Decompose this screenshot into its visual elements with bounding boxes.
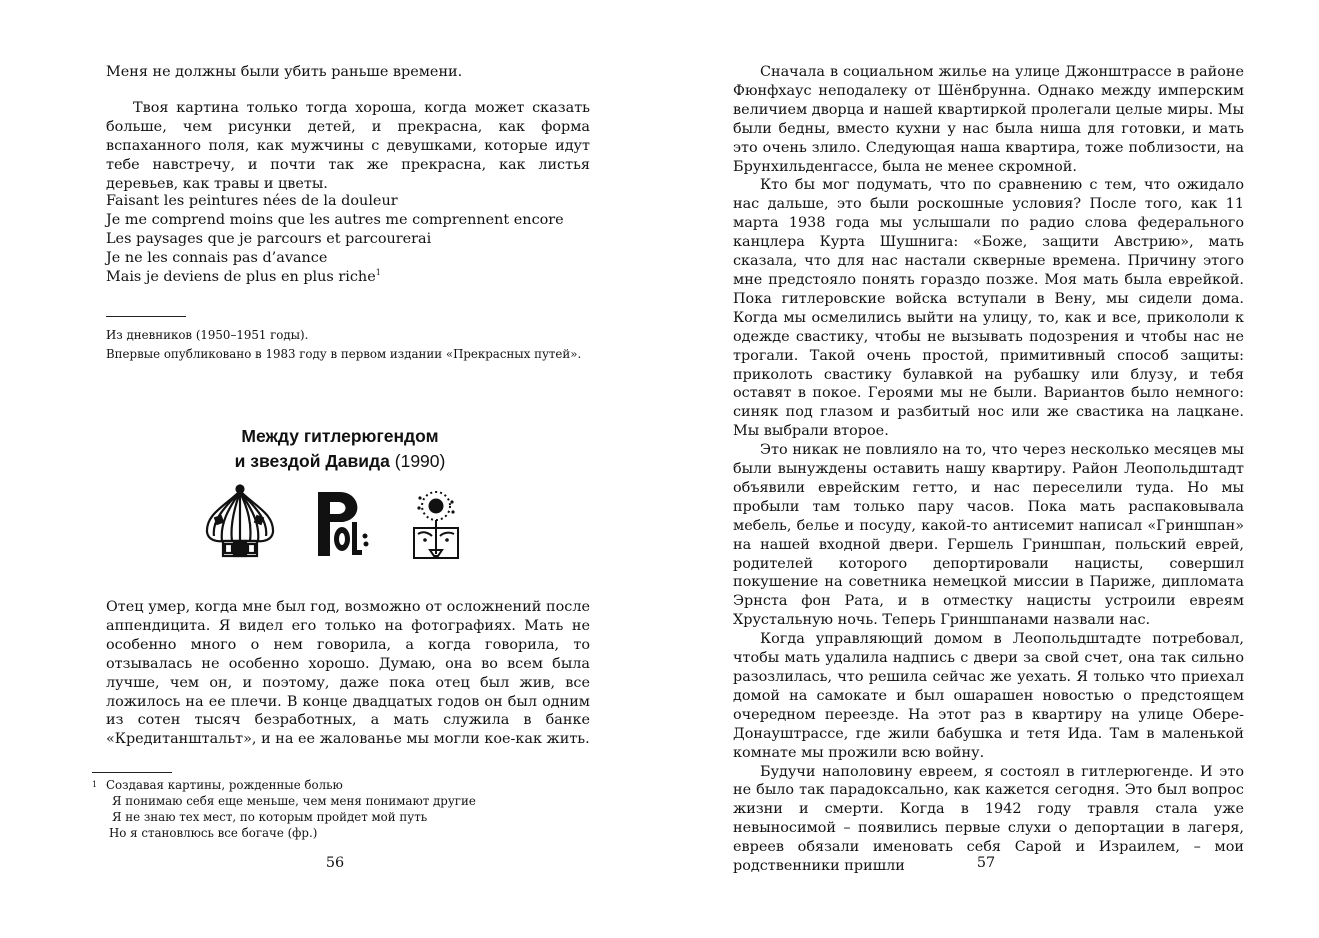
diary-paragraph (106, 99, 590, 194)
body-paragraph: Кто бы мог подумать, что по сравнению с тем, что ожидало нас дальше, это были роскошные условия? После того, как 11 марта 1938 года мы услышали по радио слова федерального канцлера Курта Шушнига: «Боже, защити Австрию», мать сказала, что для нас настали скверные времена. Причину этого мне предстояло понять гораздо позже. Моя мать была еврейкой. Пока гитлеровские войска вступали в Вену, мы сидели дома. Когда мы осмелились выйти на улицу, то, как и все, прикололи к одежде свастику, чтобы не вызывать подозрения и чтобы нас не трогали. Такой очень простой, примитивный способ защиты: приколоть свастику булавкой на рубашку или блузу, и тебя оставят в покое. Героями мы не были. Вариантов было немного: синяк под глазом и разбитый нос или же свастика на лацкане. Мы выбрали второе. (733, 177, 1244, 440)
footnote-line: Создавая картины, рожденные болью (106, 778, 343, 792)
source-note: Из дневников (1950–1951 годы). (106, 328, 309, 342)
footnote-line-last (106, 825, 476, 841)
chapter-title-line-1: Между гитлерюгендом (241, 426, 439, 446)
onion-dome-icon (207, 486, 273, 557)
footnote-number: 1 (92, 780, 98, 789)
chapter-title (160, 424, 520, 474)
source-note: Впервые опубликовано в 1983 году в первом издании «Прекрасных путей». (106, 347, 582, 361)
right-page-body (733, 63, 1244, 876)
chapter-title-line-2 (160, 449, 520, 474)
sun-face-icon (414, 492, 458, 558)
french-poem (106, 192, 564, 287)
poem-line: Je ne les connais pas d’avance (106, 250, 328, 266)
ornaments-svg (200, 484, 480, 564)
chapter-title-text: и звездой Давида (234, 451, 390, 471)
body-paragraph: Когда управляющий домом в Леопольдштадте потребовал, чтобы мать удалила надпись с двери за свой счет, она так сильно разозлилась, что решила сейчас же уехать. Я только что приехал домой на самокате и был ошарашен новостью о предстоящем очередном переезде. На этот раз в квартиру на улице Обере-Донауштрассе, где жили бабушка и тетя Ида. Там в маленькой комнате мы прожили всю войну. (733, 631, 1244, 761)
chapter-year: (1990) (394, 451, 446, 471)
chapter-ornaments (200, 484, 480, 564)
footnote-line-text: Но я становлюсь все богаче (109, 826, 284, 840)
poem-line-last (106, 268, 564, 287)
chapter-opening-paragraph: Отец умер, когда мне был год, возможно от осложнений после аппендицита. Я видел его только на фотографиях. Мать не особенно много о нем говорила, а когда говорила, то отзывалась не особенно хорошо. Думаю, она во всем была лучше, чем он, и поэтому, даже пока отец был жив, все ложилось на ее плечи. В конце двадцатых годов он был одним из сотен тысяч безработных, а мать служила в банке «Кредитанштальт», и на ее жалованье мы могли кое-как жить. (106, 599, 590, 748)
right-page (660, 0, 1319, 938)
footnote-divider (92, 772, 172, 773)
page-number-right: 57 (976, 855, 996, 871)
footnote-marker[interactable]: 1 (375, 268, 381, 278)
poem-line: Faisant les peintures nées de la douleur (106, 193, 398, 209)
notes-divider (106, 316, 186, 317)
diary-paragraph-text: Твоя картина только тогда хороша, когда может сказать больше, чем рисунки детей, и прекрасна, как форма вспаханного поля, как мужчины с девушками, которые идут тебе навстречу, и почти так же прекрасна, как листья деревьев, как травы и цветы. (106, 100, 590, 192)
body-paragraph: Это никак не повлияло на то, что через несколько месяцев мы были вынуждены оставить нашу квартиру. Район Леопольдштадт объявили еврейским гетто, и нас переселили туда. Но мы пробыли там только пару часов. Пока мать распаковывала мебель, белье и посуду, какой-то антисемит написал «Гриншпан» на нашей входной двери. Гершель Гриншпан, польский еврей, родителей которого депортировали нацисты, совершил покушение на советника немецкой миссии в Париже, дипломата Эрнста фон Рата, и в отместку нацисты устроили евреям Хрустальную ночь. Теперь Гриншпанами назвали нас. (733, 442, 1244, 629)
body-paragraph: Сначала в социальном жилье на улице Джонштрассе в районе Фюнфхаус неподалеку от Шёнбрунна. Однако между имперским величием дворца и нашей квартиркой пролегали целые миры. Мы были бедны, вместо кухни у нас была ниша для готовки, и мать это очень злило. Следующая наша квартира, тоже поблизости, на Брунхильденгассе, была не менее скромной. (733, 64, 1244, 175)
footnote-line: Я понимаю себя еще меньше, чем меня понимают другие (112, 794, 476, 808)
source-notes (106, 326, 581, 364)
poem-line: Les paysages que je parcours et parcourerai (106, 231, 432, 247)
poem-line: Je me comprend moins que les autres me comprennent encore (106, 212, 564, 228)
page-number-left: 56 (325, 855, 345, 871)
footnote-language-note: (фр.) (287, 826, 318, 840)
footnote-line: Я не знаю тех мест, по которым пройдет мой путь (112, 810, 428, 824)
poem-line-text: Mais je deviens de plus en plus riche (106, 269, 376, 285)
opening-line: Меня не должны были убить раньше времени. (106, 64, 463, 80)
body-paragraph: Будучи наполовину евреем, я состоял в гитлерюгенде. И это не было так парадоксально, как кажется сегодня. Это был вопрос жизни и смерти. Когда в 1942 году травля стала уже невыносимой – появились первые слухи о депортации в лагеря, евреев обязали именовать себя Сарой и Израилем, – мои родственники пришли (733, 763, 1244, 875)
pol-monogram-icon (318, 492, 369, 556)
footnote (92, 777, 476, 841)
